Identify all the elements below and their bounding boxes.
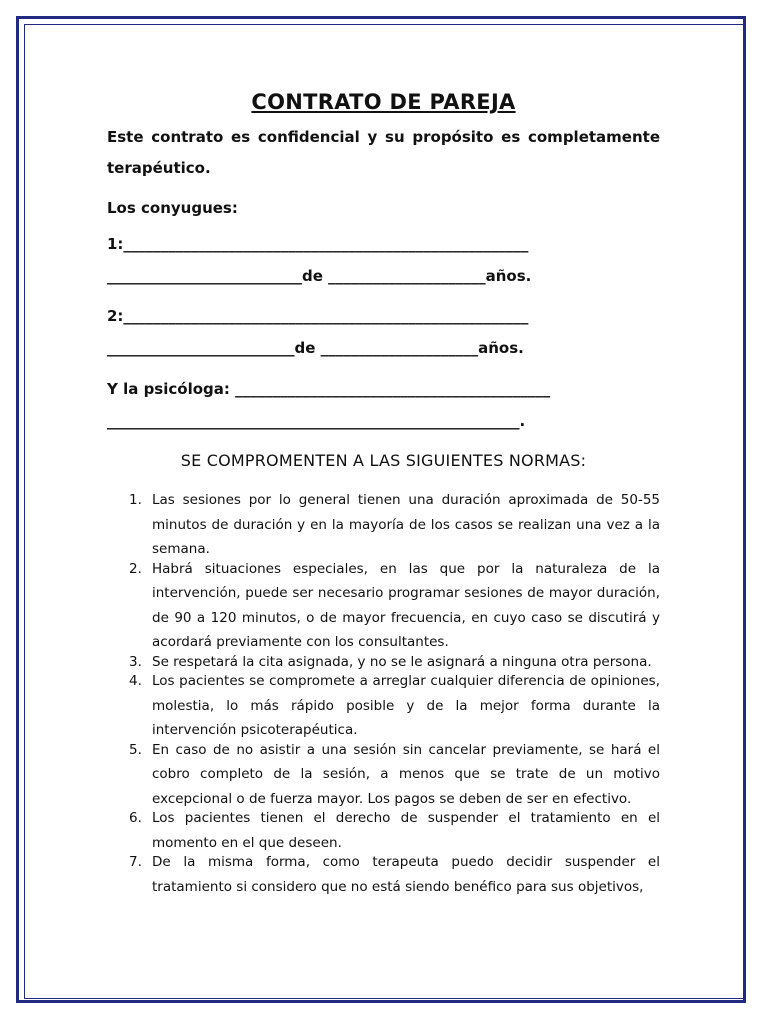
rule-number: 7. xyxy=(129,854,142,870)
rule-item xyxy=(107,806,660,855)
psychologist-fields xyxy=(107,373,660,437)
rule-text: En caso de no asistir a una sesión sin cancelar previamente, se hará el cobro completo de la sesión, a menos que se trate de un motivo excepcional o de fuerza mayor. Los pagos se deben de ser en efectivo. xyxy=(152,741,660,807)
rule-number: 3. xyxy=(129,653,142,670)
rules-section-title: SE COMPROMENTEN A LAS SIGUIENTES NORMAS: xyxy=(180,451,587,470)
rule-text: Los pacientes tienen el derecho de suspender el tratamiento en el momento en el que deseen. xyxy=(152,810,660,851)
rule-text: De la misma forma, como terapeuta puedo decidir suspender el tratamiento si considero que no está siendo benéfico para sus objetivos, xyxy=(152,854,660,895)
rule-item xyxy=(107,669,660,743)
rule-number: 5. xyxy=(129,741,142,758)
psychologist-name-line-2[interactable]: _______________________________________________________. xyxy=(107,412,526,430)
contract-title: CONTRATO DE PAREJA xyxy=(251,90,516,114)
rule-number: 4. xyxy=(129,673,142,689)
psychologist-name-line[interactable]: Y la psicóloga: __________________________________________ xyxy=(107,380,551,398)
rule-text: Las sesiones por lo general tienen una duración aproximada de 50-55 minutos de duración y en la mayoría de los casos se realizan una vez a la semana. xyxy=(152,492,660,557)
rule-item xyxy=(107,738,660,812)
spouse-1-name-line[interactable]: 1:______________________________________________________ xyxy=(107,235,529,253)
rule-text: Los pacientes se compromete a arreglar cualquier diferencia de opiniones, molestia, lo más rápido posible y de la mejor forma durante la intervención psicoterapéutica. xyxy=(152,673,660,738)
rule-text: Habrá situaciones especiales, en las que por la naturaleza de la intervención, puede ser necesario programar sesiones de mayor duración, de 90 a 120 minutos, o de mayor frecuencia, en cuyo caso se discutirá y acordará previamente con los consultantes. xyxy=(152,560,660,650)
spouse-2-name-line[interactable]: 2:______________________________________________________ xyxy=(107,307,529,325)
rules-list xyxy=(107,488,660,899)
rule-number: 6. xyxy=(129,810,142,826)
spouses-label: Los conyugues: xyxy=(107,199,238,217)
spouse-1-fields xyxy=(107,228,660,292)
rule-number: 2. xyxy=(129,560,142,577)
spouse-2-age-line[interactable]: _________________________de _____________________años. xyxy=(107,339,524,357)
contract-page xyxy=(107,90,660,894)
spouse-2-fields xyxy=(107,300,660,364)
spouse-1-age-line[interactable]: __________________________de _____________________años. xyxy=(107,267,532,285)
intro-paragraph: Este contrato es confidencial y su propósito es completamente terapéutico. xyxy=(107,128,660,177)
rule-text: Se respetará la cita asignada, y no se le asignará a ninguna otra persona. xyxy=(152,653,652,670)
rule-number: 1. xyxy=(129,492,142,508)
rule-item xyxy=(107,488,660,562)
rule-item xyxy=(107,850,660,899)
rule-item xyxy=(107,557,660,655)
